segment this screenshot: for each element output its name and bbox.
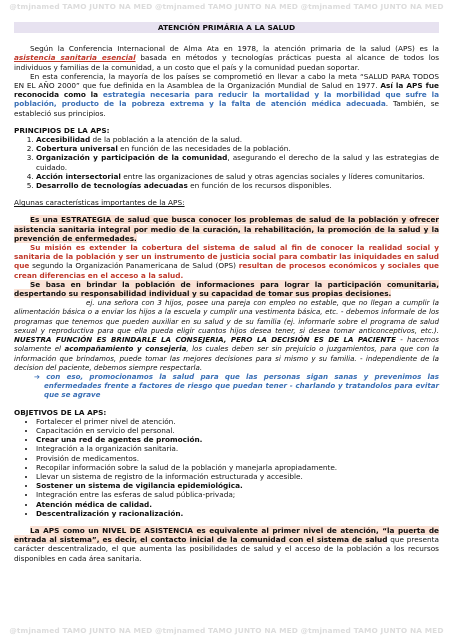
asistencia-sanitaria-link: asistencia sanitaria esencial — [14, 53, 136, 63]
principle-item — [36, 172, 439, 181]
principle-item — [36, 181, 439, 190]
example-text-2: - hacemos solamente el — [14, 335, 439, 354]
principle-text: entre las organizaciones de salud y otras agencias sociales y líderes comunitarios. — [120, 171, 425, 181]
principle-bold: Cobertura universal — [36, 144, 118, 154]
objective-item: • Descentralización y racionalización. — [36, 509, 439, 518]
objective-item: • Sostener un sistema de vigilancia epidemiológica. — [36, 481, 439, 490]
objective-item: • Fortalecer el primer nivel de atención. — [36, 417, 439, 426]
closing-paragraph — [14, 526, 439, 563]
mission-red-text: Su misión es extender la cobertura del sistema de salud al fin de conocer la realidad social y sanitaria de la población y ser un instrumento de justicia social para combatir las iniquidades en salud que — [14, 243, 439, 271]
example-text-3: , los cuales deben ser sin prejuicio o juzgamientos, para que con la información que brindamos, puede tomar las mejores decisiones para si mismo y su familia. - independiente de la decision del paciente, debemos siempre respectarla. — [14, 344, 440, 372]
example-text-1: ej. una señora con 3 hijos, posee una pareja con empleo no estable, que no llegan a cumplir la alimentación básica o a enviar los hijos a la escuela y cumplir una vestimenta básica, etc. - debemos informale de los programas que tenemos que pueden auxiliar en su salud y de su familia (ej. informarle sobre el programa de salud sexual y reproductiva para que ella pueda eligir cuantos hijos desea tener, si desea tomar anticonceptivos, etc.). — [14, 298, 439, 335]
objective-item: • Integración a la organización sanitaria. — [36, 444, 439, 453]
principle-text: de la población a la atención de la salud. — [90, 135, 243, 145]
characteristic-information — [14, 280, 439, 298]
objectives-heading: OBJETIVOS DE LA APS: — [14, 407, 107, 417]
characteristic-mission — [14, 243, 439, 280]
intro-blue-highlight: estrategia necesaria para reducir la mortalidad y la morbilidad que sufre la población, producto de la pobreza extrema y la falta de atención médica adecuada — [14, 90, 439, 109]
characteristics-heading: Algunas características importantes de la APS: — [14, 198, 185, 208]
strategy-text: Es una ESTRATEGIA de salud que busca conocer los problemas de salud de la población y ofrecer asistencia sanitaria integral por medio de la curación, la rehabilitación, la promoción de la salud y la prevención de enfermedades. — [14, 215, 439, 243]
principle-item — [36, 153, 439, 171]
principles-list — [14, 135, 439, 190]
intro-text-d: . También, se estableció sus principios. — [14, 99, 440, 118]
closing-bold-text: La APS como un NIVEL DE ASISTENCIA es equivalente al primer nivel de atención, “la puerta de entrada al sistema”, es decir, el contacto inicial de la comunidad con el sistema de salud — [14, 525, 439, 545]
principle-text: en función de los recursos disponibles. — [187, 181, 332, 191]
intro-paragraph-1 — [14, 44, 439, 72]
arrow-note — [14, 372, 439, 400]
example-bold: acompañamiento y consejeria — [64, 344, 187, 354]
principle-text: en función de las necesidades de la población. — [117, 144, 291, 154]
intro-paragraph-2 — [14, 72, 439, 118]
document-page — [14, 22, 439, 563]
information-text: Se basa en brindar la población de informaciones para lograr la participación comunitaria, despertando su responsabilidad individual y su capacidad de tomar sus propias decisiones. — [14, 279, 439, 299]
objective-item: • Integración entre las esferas de salud pública-privada; — [36, 490, 439, 499]
intro-text-c: En esta conferencia, la mayoría de los países se comprometió en llevar a cabo la meta “SALUD PARA TODOS EN EL AÑO 2000” que fue definida en la Asamblea de la Organización Mundial de Salud en 1977. — [14, 71, 439, 91]
objective-item: • Llevar un sistema de registro de la información estructurada y accesible. — [36, 472, 439, 481]
principle-bold: Organización y participación de la comunidad — [36, 153, 228, 163]
objective-item: • Atención médica de calidad. — [36, 500, 439, 509]
mission-red-text-2: resultan de procesos económicos y sociales que crean diferencias en el acceso a la salud. — [14, 261, 439, 280]
principles-heading: PRINCIPIOS DE LA APS: — [14, 125, 110, 135]
mission-plain-text: segundo la Organización Panamericana de Salud (OPS) — [29, 261, 239, 271]
arrow-icon: ➔ — [34, 371, 40, 381]
example-paragraph — [14, 298, 439, 372]
principle-item — [36, 144, 439, 153]
watermark-top: @tmjnamed TAMO JUNTO NA MED @tmjnamed TAMO JUNTO NA MED @tmjnamed TAMO JUNTO NA MED — [9, 2, 444, 11]
principle-bold: Acción intersectorial — [36, 171, 121, 181]
principle-item — [36, 135, 439, 144]
objective-item: • Capacitación en servicio del personal. — [36, 426, 439, 435]
principle-bold: Desarrollo de tecnologías adecuadas — [36, 181, 188, 191]
intro-bold: Así la APS fue reconocida como la — [14, 81, 439, 100]
intro-text-b: basada en métodos y tecnologías prácticas puesta al alcance de todos los individuos y familias de la comunidad, a un costo que el país y la comunidad puedan soportar. — [14, 53, 439, 72]
arrow-note-text: con eso, promocionamos la salud para que las personas sigan sanas y prevenimos las enfermedades frente a factores de riesgo que puedan tener - charlando y tratandolos para evitar que se agrave — [44, 371, 439, 400]
watermark-bottom: @tmjnamed TAMO JUNTO NA MED @tmjnamed TAMO JUNTO NA MED @tmjnamed TAMO JUNTO NA MED — [9, 626, 444, 635]
objective-item: • Crear una red de agentes de promoción. — [36, 435, 439, 444]
closing-text: que presenta carácter descentralizado, el que aumenta las posibilidades de salud y el acceso de la población a los recursos disponibles en cada área sanitaria. — [14, 535, 440, 563]
page-title: ATENCIÓN PRIMÁRIA A LA SALUD — [14, 22, 439, 33]
objectives-list — [14, 417, 439, 518]
characteristic-strategy — [14, 215, 439, 243]
principle-bold: Accesibilidad — [36, 135, 91, 145]
example-bold-italic: NUESTRA FUNCIÓN ES BRINDARLE LA CONSEJERIA, PERO LA DECISIÓN ES DE LA PACIENTE — [14, 335, 396, 345]
intro-text-a: Según la Conferencia Internacional de Alma Ata en 1978, la atención primaria de la salud (APS) es la — [30, 44, 439, 54]
objective-item: • Provisión de medicamentos. — [36, 454, 439, 463]
principle-text: , asegurando el derecho de la salud y las estrategias de cuidado. — [36, 153, 439, 172]
objective-item: • Recopilar información sobre la salud de la población y manejarla apropiadamente. — [36, 463, 439, 472]
